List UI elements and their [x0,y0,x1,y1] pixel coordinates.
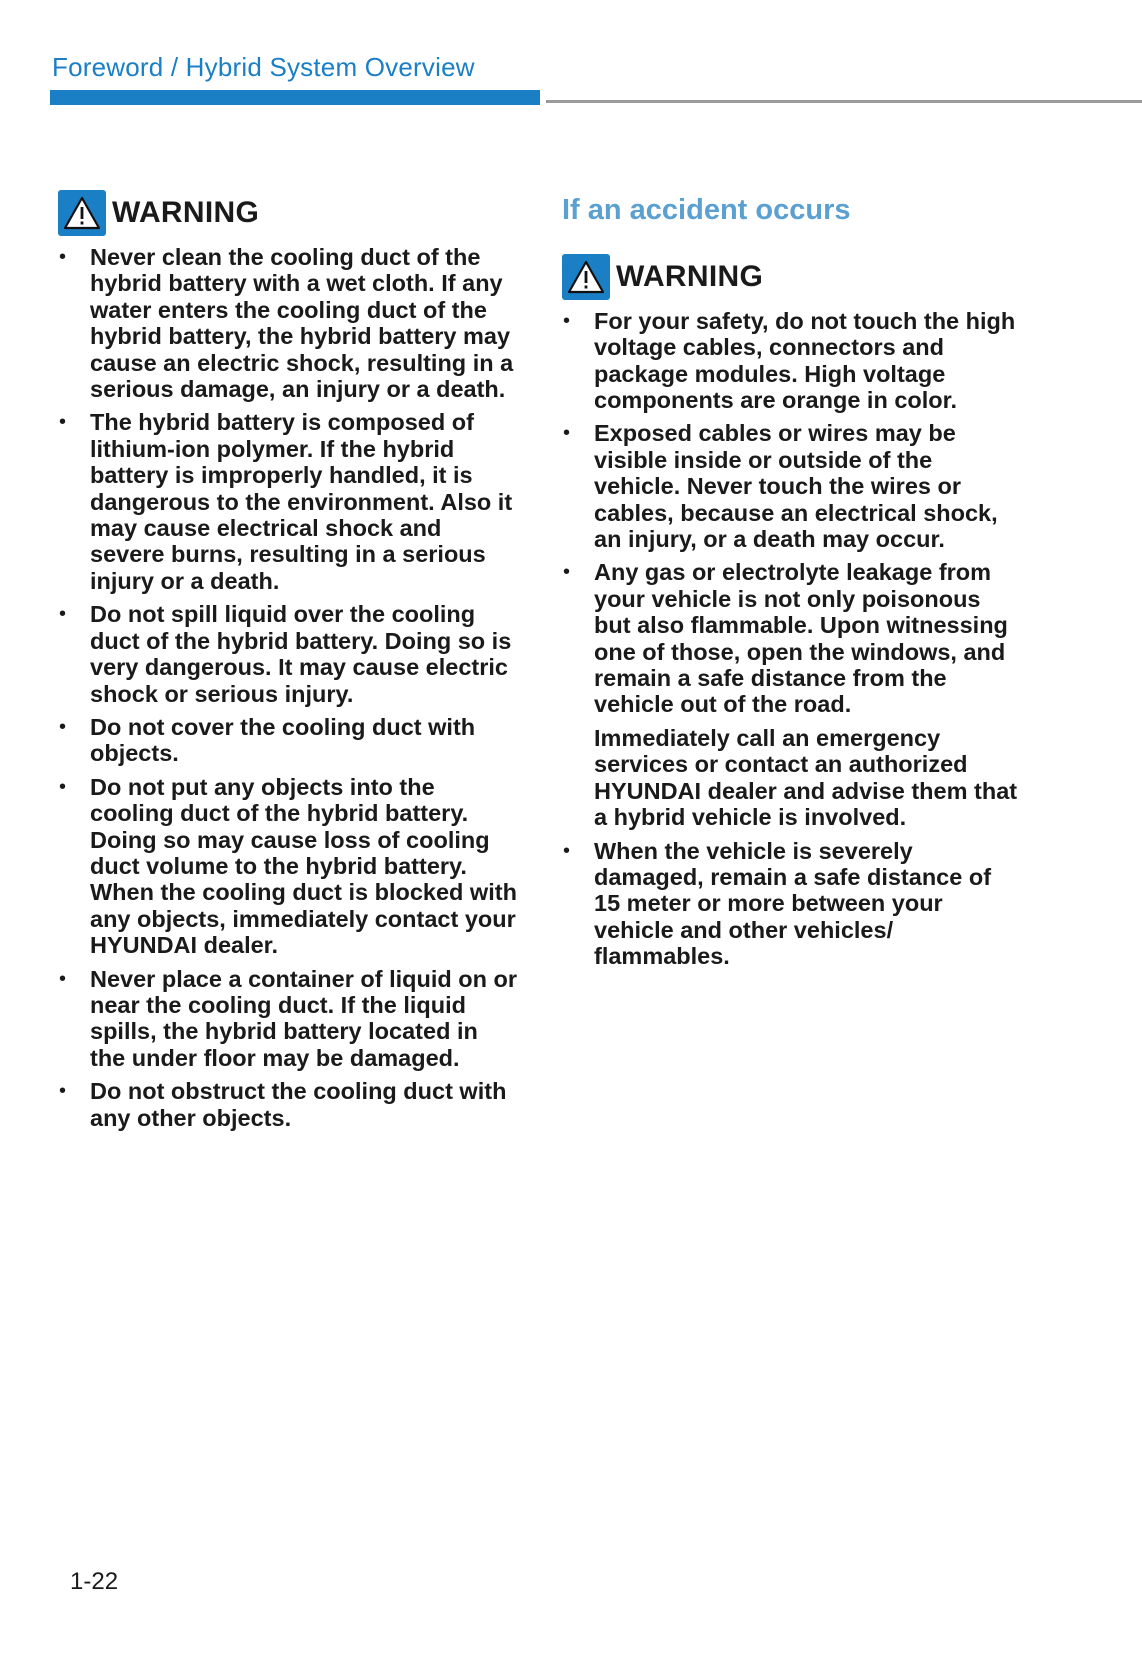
warning-heading [58,190,518,236]
bullet-icon: • [59,246,67,268]
list-item: • Any gas or electrolyte leakage from your vehicle is not only poisonous but also flammable. Upon witnessing one of those, open the windows, and remain a safe distance from the vehicle out of the road. Immediately call an emergency services or contact an authorized HYUNDAI dealer and advise them that a hybrid vehicle is involved. [562,559,1022,830]
section-title: If an accident occurs [562,194,851,226]
list-item: • Do not obstruct the cooling duct with any other objects. [59,1078,507,1131]
bullet-icon: • [59,1080,67,1103]
bullet-icon: • [563,422,571,445]
bullet-icon: • [563,309,571,332]
bullet-icon: • [59,967,67,990]
list-item: • Do not spill liquid over the cooling duct of the hybrid battery. Doing so is very dangerous. It may cause electric shock or serious injury. [59,601,512,707]
list-item: • Never place a container of liquid on or near the cooling duct. If the liquid spills, the hybrid battery located in the under floor may be damaged. [59,965,518,1071]
warning-label: WARNING [616,259,764,293]
warning-heading [562,254,1022,300]
warning-triangle-icon [58,190,106,236]
right-column [562,190,1022,977]
bullet-icon: • [563,561,571,584]
header-rule-blue [50,90,540,105]
warning-triangle-icon [562,254,610,300]
bullet-icon: • [59,603,67,626]
bullet-icon: • [59,715,67,738]
header-rule-gray [546,100,1142,103]
list-item: • The hybrid battery is composed of lithium-ion polymer. If the hybrid battery is improperly handled, it is dangerous to the environment. Also it may cause electrical shock and severe burns, resulting in a serious injury or a death. [59,409,513,594]
list-item-extra-paragraph: Immediately call an emergency services or contact an authorized HYUNDAI dealer and advise them that a hybrid vehicle is involved. [594,724,1018,831]
list-item: • Exposed cables or wires may be visible inside or outside of the vehicle. Never touch the wires or cables, because an electrical shock, an injury, or a death may occur. [563,420,998,553]
warning-list [58,244,518,1131]
warning-list [562,308,1022,970]
list-item: • Do not put any objects into the cooling duct of the hybrid battery. Doing so may cause loss of cooling duct volume to the hybrid battery. When the cooling duct is blocked with any objects, immediately contact your HYUNDAI dealer. [59,773,517,959]
bullet-icon: • [59,775,67,798]
list-item: • Do not cover the cooling duct with objects. [59,713,476,767]
warning-label: WARNING [112,196,260,229]
page-number: 1-22 [70,1568,119,1595]
list-item: • For your safety, do not touch the high voltage cables, connectors and package modules. High voltage components are orange in color. [563,307,1016,414]
left-column [58,190,518,1138]
bullet-icon: • [59,411,67,434]
bullet-icon: • [563,839,571,862]
page-header-title: Foreword / Hybrid System Overview [52,52,475,82]
list-item: • When the vehicle is severely damaged, remain a safe distance of 15 meter or more between your vehicle and other vehicles/ flammables. [563,837,992,970]
list-item: • Never clean the cooling duct of the hybrid battery with a wet cloth. If any water enters the cooling duct of the hybrid battery, the hybrid battery may cause an electric shock, resulting in a serious damage, an injury or a death. [59,244,514,403]
